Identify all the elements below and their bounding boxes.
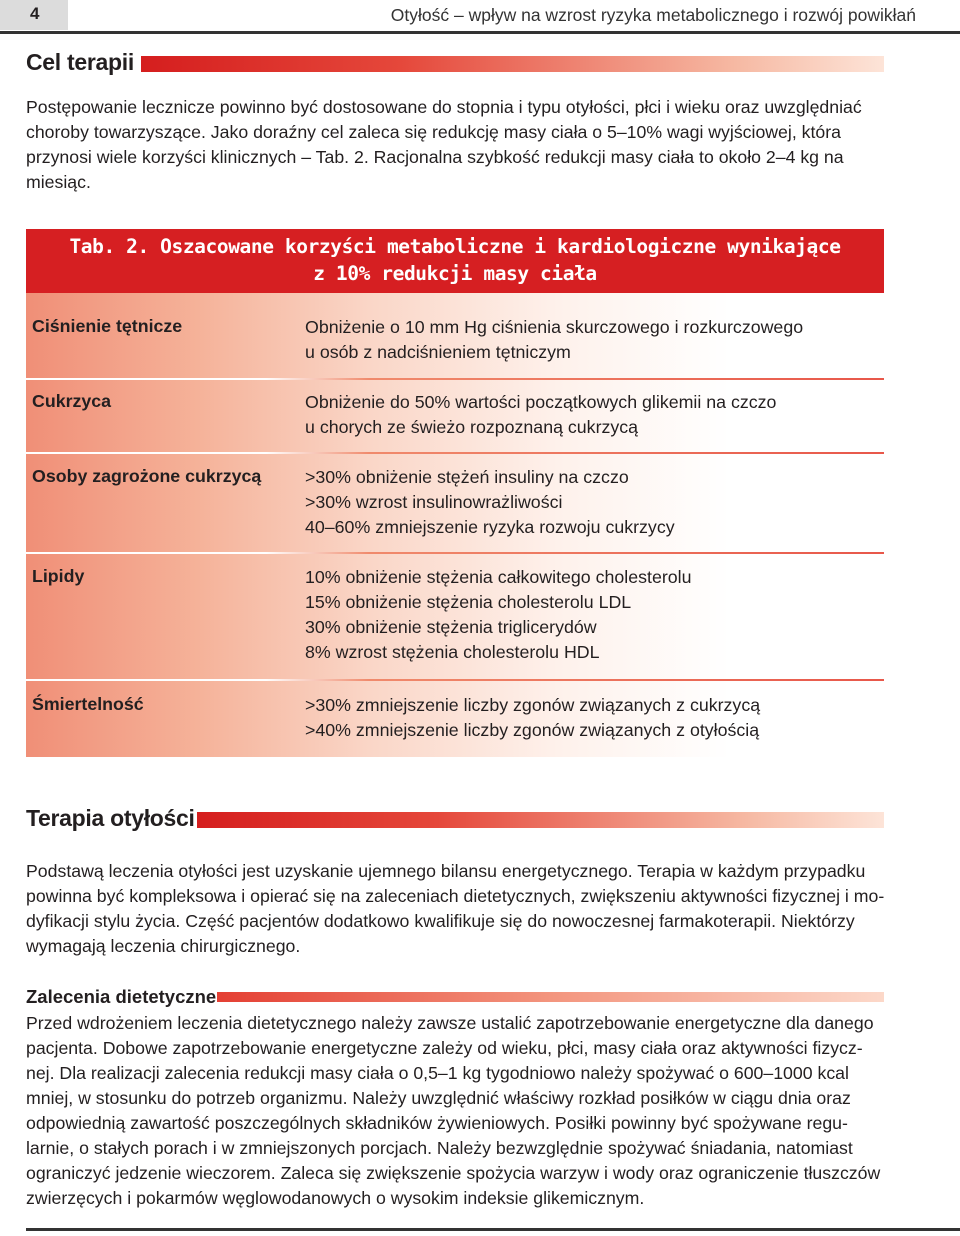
- table-row-label: Śmiertelność: [32, 694, 144, 714]
- text-line: mniej, w stosunku do potrzeb organizmu. Należy uwzględnić właściwy rozkład posiłków w ciągu dnia oraz: [26, 1088, 851, 1108]
- section1-paragraph: [26, 95, 906, 195]
- table-row-values: [305, 390, 776, 440]
- table-row-divider: [26, 679, 884, 681]
- table-row-label: Osoby zagrożone cukrzycą: [32, 466, 262, 486]
- text-line: ograniczyć jedzenie wieczorem. Zaleca się zwiększenie spożycia warzyw i wody oraz ograniczenie tłuszczów: [26, 1163, 881, 1183]
- text-line: zwierzęcych i pokarmów węglowodanowych o wysokim indeksie glikemicznym.: [26, 1188, 645, 1208]
- page-number: 4: [30, 4, 40, 23]
- subsection-paragraph: [26, 1011, 916, 1211]
- text-line: nej. Dla realizacji zalecenia redukcji masy ciała o 0,5–1 kg tygodniowo należy spożywać o 600–1000 kcal: [26, 1063, 849, 1083]
- table-row-values: [305, 693, 760, 743]
- text-line: Przed wdrożeniem leczenia dietetycznego należy zawsze ustalić zapotrzebowanie energetyczne dla danego: [26, 1013, 874, 1033]
- text-line: pacjenta. Dobowe zapotrzebowanie energetyczne zależy od wieku, płci, masy ciała oraz aktywności fizycz-: [26, 1038, 863, 1058]
- table-row-label: Cukrzyca: [32, 391, 112, 411]
- table-cell-line: 8% wzrost stężenia cholesterolu HDL: [305, 642, 600, 662]
- table-row-label: Lipidy: [32, 566, 85, 586]
- table-cell-line: 30% obniżenie stężenia triglicerydów: [305, 617, 597, 637]
- section2-paragraph: [26, 859, 916, 959]
- table-row-values: [305, 315, 803, 365]
- table-row-label: Ciśnienie tętnicze: [32, 316, 183, 336]
- table-cell-line: u osób z nadciśnieniem tętniczym: [305, 342, 571, 362]
- header-rule: [0, 31, 960, 34]
- table-cell-line: u chorych ze świeżo rozpoznaną cukrzycą: [305, 417, 639, 437]
- table-row-divider: [26, 378, 884, 380]
- text-line: przynosi wiele korzyści klinicznych – Tab. 2. Racjonalna szybkość redukcji masy ciała to około 2–4 kg na: [26, 147, 844, 167]
- section-title-bar: [197, 812, 884, 828]
- table-row-values: [305, 465, 675, 540]
- text-line: choroby towarzyszące. Jako doraźny cel zaleca się redukcję masy ciała o 5–10% wagi wyjściowej, która: [26, 122, 841, 142]
- table-row-divider: [26, 552, 884, 554]
- subsection-title: Zalecenia dietetyczne: [26, 986, 217, 1007]
- table-row-divider: [26, 452, 884, 454]
- table-cell-line: 10% obniżenie stężenia całkowitego cholesterolu: [305, 567, 692, 587]
- text-line: Podstawą leczenia otyłości jest uzyskanie ujemnego bilansu energetycznego. Terapia w każdym przypadku: [26, 861, 866, 881]
- section-title-cel-terapii: Cel terapii: [26, 49, 134, 75]
- text-line: powinna być kompleksowa i opierać się na zaleceniach dietetycznych, zwiększeniu aktywności fizycznej i mo-: [26, 886, 885, 906]
- text-line: dyfikacji stylu życia. Część pacjentów dodatkowo kwalifikuje się do nowoczesnej farmakoterapii. Niektórzy: [26, 911, 855, 931]
- table-title-line: z 10% redukcji masy ciała: [313, 262, 597, 285]
- table-cell-line: 15% obniżenie stężenia cholesterolu LDL: [305, 592, 632, 612]
- table-cell-line: Obniżenie do 50% wartości początkowych glikemii na czczo: [305, 392, 777, 412]
- table-title: [26, 229, 884, 293]
- table-cell-line: >30% wzrost insulinowrażliwości: [305, 492, 563, 512]
- running-title: Otyłość – wpływ na wzrost ryzyka metabolicznego i rozwój powikłań: [390, 5, 916, 25]
- section-title-bar: [141, 56, 884, 72]
- text-line: larnie, o stałych porach i w zmniejszonych porcjach. Należy bezwzględnie spożywać śniadania, natomiast: [26, 1138, 853, 1158]
- text-line: odpowiednią zawartość poszczególnych składników żywieniowych. Posiłki powinny być spożywane regu-: [26, 1113, 848, 1133]
- table-title-line: Tab. 2. Oszacowane korzyści metaboliczne i kardiologiczne wynikające: [69, 235, 841, 258]
- table-row-values: [305, 565, 692, 665]
- subsection-title-bar: [217, 992, 884, 1002]
- footer-rule: [26, 1228, 960, 1231]
- text-line: Postępowanie lecznicze powinno być dostosowane do stopnia i typu otyłości, płci i wieku oraz uwzględniać: [26, 97, 862, 117]
- table-cell-line: >30% zmniejszenie liczby zgonów związanych z cukrzycą: [305, 695, 761, 715]
- table-cell-line: >40% zmniejszenie liczby zgonów związanych z otyłością: [305, 720, 760, 740]
- section-title-terapia-otylosci: Terapia otyłości: [26, 805, 195, 831]
- text-line: wymagają leczenia chirurgicznego.: [26, 936, 301, 956]
- text-line: miesiąc.: [26, 172, 91, 192]
- table-cell-line: 40–60% zmniejszenie ryzyka rozwoju cukrzycy: [305, 517, 675, 537]
- table-cell-line: Obniżenie o 10 mm Hg ciśnienia skurczowego i rozkurczowego: [305, 317, 804, 337]
- table-cell-line: >30% obniżenie stężeń insuliny na czczo: [305, 467, 629, 487]
